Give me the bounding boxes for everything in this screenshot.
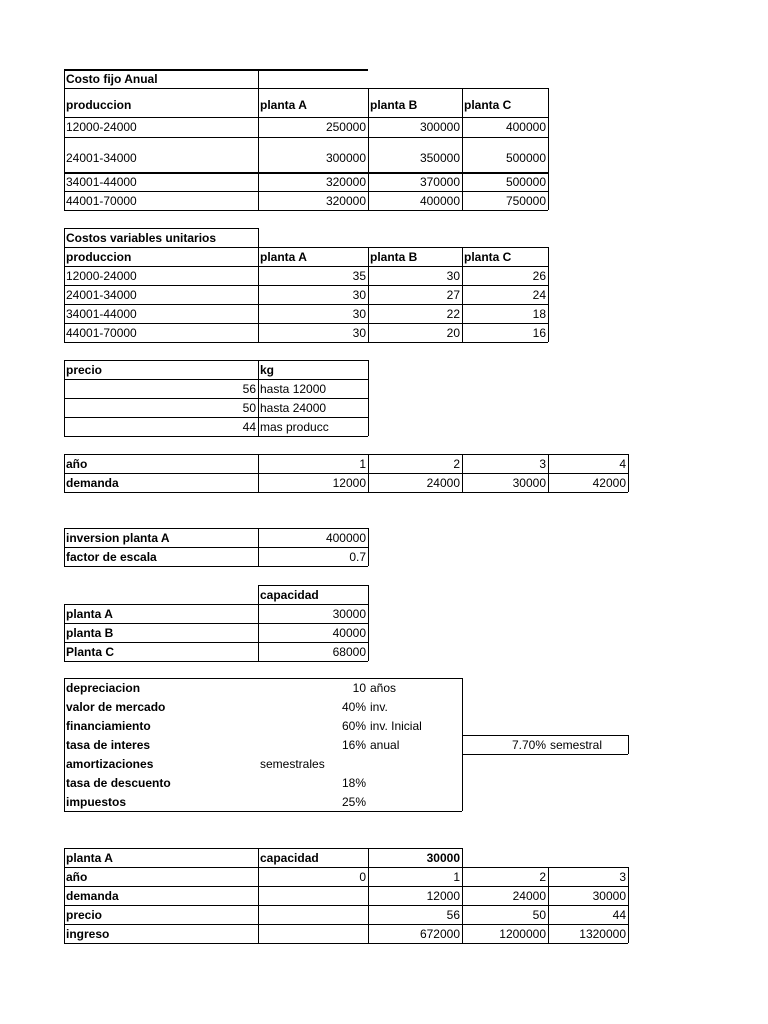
costo-fijo-cell[interactable]: 300000 [325, 151, 366, 165]
border [462, 735, 628, 736]
demanda-value[interactable]: 12000 [332, 476, 366, 490]
demanda-year[interactable]: 1 [359, 457, 366, 471]
border [64, 398, 368, 399]
costos-variables-cell[interactable]: 30 [446, 269, 460, 283]
precio-cell[interactable]: 50 [242, 401, 256, 415]
border [64, 304, 548, 305]
planta-a-cell[interactable]: 24000 [512, 889, 546, 903]
border [64, 117, 548, 118]
border [462, 454, 463, 492]
border [64, 604, 65, 661]
border [64, 867, 628, 868]
border [628, 735, 629, 754]
tasa-descuento-label[interactable]: tasa de descuento [66, 776, 171, 790]
planta-a-title[interactable]: planta A [66, 851, 113, 865]
border [548, 247, 549, 342]
valor-mercado-value[interactable]: 40% [341, 700, 366, 714]
border [64, 342, 548, 343]
border [258, 360, 259, 436]
demanda-year[interactable]: 4 [619, 457, 626, 471]
border [64, 886, 628, 887]
costos-variables-cell[interactable]: 16 [532, 326, 546, 340]
capacidad-label[interactable]: Planta C [66, 645, 115, 659]
border [64, 924, 628, 925]
planta-a-capacidad-value[interactable]: 30000 [426, 851, 460, 865]
planta-a-cell[interactable]: 0 [359, 870, 366, 884]
planta-a-capacidad-label[interactable]: capacidad [260, 851, 319, 865]
planta-a-row-label[interactable]: ingreso [66, 927, 110, 941]
border [64, 69, 65, 210]
precio-header[interactable]: precio [66, 363, 103, 377]
demanda-value[interactable]: 30000 [512, 476, 546, 490]
costo-fijo-cell[interactable]: 750000 [505, 194, 546, 208]
amortizaciones-label[interactable]: amortizaciones [66, 757, 154, 771]
costos-variables-cell[interactable]: 24 [532, 288, 546, 302]
planta-a-cell[interactable]: 44 [612, 908, 626, 922]
depreciacion-label[interactable]: depreciacion [66, 681, 141, 695]
border [548, 867, 549, 943]
border [64, 228, 258, 229]
border [64, 323, 548, 324]
planta-a-cell[interactable]: 2 [539, 870, 546, 884]
costos-variables-cell[interactable]: 27 [446, 288, 460, 302]
border [462, 678, 463, 811]
border [64, 454, 65, 492]
border [64, 642, 368, 643]
border [368, 454, 369, 492]
precio-cell[interactable]: 56 [242, 382, 256, 396]
border [64, 547, 368, 548]
costo-fijo-cell[interactable]: 320000 [325, 175, 366, 189]
border [64, 210, 548, 211]
border [628, 454, 629, 492]
border [368, 528, 369, 566]
factor-escala-value[interactable]: 0.7 [349, 550, 366, 564]
financiamiento-unit[interactable]: inv. Inicial [370, 719, 422, 733]
border [64, 661, 368, 662]
costo-fijo-cell[interactable]: 300000 [419, 120, 460, 134]
valor-mercado-label[interactable]: valor de mercado [66, 700, 166, 714]
planta-a-cell[interactable]: 12000 [426, 889, 460, 903]
border [64, 566, 368, 567]
demanda-year[interactable]: 3 [539, 457, 546, 471]
border [64, 678, 65, 811]
border [462, 247, 463, 342]
inversion-value[interactable]: 400000 [325, 531, 366, 545]
border [64, 247, 548, 248]
impuestos-value[interactable]: 25% [341, 795, 366, 809]
capacidad-value[interactable]: 30000 [332, 607, 366, 621]
financiamiento-label[interactable]: financiamiento [66, 719, 151, 733]
costos-variables-cell[interactable]: 44001-70000 [66, 326, 137, 340]
border [64, 436, 368, 437]
border [258, 848, 259, 943]
border [64, 528, 368, 529]
demanda-year[interactable]: 2 [453, 457, 460, 471]
border [548, 88, 549, 210]
planta-a-cell[interactable] [258, 906, 368, 925]
costo-fijo-cell[interactable]: 44001-70000 [66, 194, 137, 208]
capacidad-label[interactable]: planta A [66, 607, 113, 621]
border [64, 528, 65, 566]
planta-a-row-label[interactable]: año [66, 870, 88, 884]
border [64, 360, 368, 361]
planta-a-cell[interactable]: 3 [619, 870, 626, 884]
kg-header[interactable]: kg [260, 363, 275, 377]
depreciacion-unit[interactable]: años [370, 681, 397, 695]
border [462, 88, 463, 210]
kg-cell[interactable]: hasta 24000 [260, 401, 327, 415]
tasa-semestral-value[interactable]: 7.70% [511, 738, 546, 752]
border [64, 69, 368, 71]
border [64, 943, 628, 944]
costo-fijo-cell[interactable]: 400000 [505, 120, 546, 134]
costo-fijo-title[interactable]: Costo fijo Anual [66, 72, 158, 86]
costos-variables-cell[interactable]: 35 [352, 269, 366, 283]
border [64, 678, 462, 679]
costos-variables-cell[interactable]: 30 [352, 288, 366, 302]
border [368, 848, 369, 943]
costos-variables-title[interactable]: Costos variables unitarios [66, 231, 217, 245]
planta-a-cell[interactable] [258, 925, 368, 944]
costo-fijo-cell[interactable]: 12000-24000 [66, 120, 137, 134]
border [64, 454, 628, 455]
planta-a-cell[interactable]: 672000 [419, 927, 460, 941]
valor-mercado-unit[interactable]: inv. [370, 700, 388, 714]
planta-a-cell[interactable]: 56 [446, 908, 460, 922]
border [64, 88, 548, 89]
border [64, 848, 462, 849]
border [258, 454, 259, 492]
capacidad-label[interactable]: planta B [66, 626, 114, 640]
costos-variables-cell[interactable]: 30 [352, 307, 366, 321]
border [64, 266, 548, 267]
border [64, 811, 462, 812]
border [64, 492, 628, 493]
border [462, 848, 463, 943]
planta-a-cell[interactable]: 1200000 [499, 927, 546, 941]
border [64, 191, 548, 192]
border [258, 69, 259, 210]
costos-variables-header-produccion[interactable]: produccion [66, 250, 132, 264]
border [64, 417, 368, 418]
costo-fijo-header-produccion[interactable]: produccion [66, 98, 132, 112]
costo-fijo-cell[interactable]: 250000 [325, 120, 366, 134]
border [368, 88, 369, 210]
costo-fijo-header-planta-b[interactable]: planta B [370, 98, 418, 112]
border [368, 360, 369, 436]
border [548, 454, 549, 492]
planta-a-cell[interactable]: 1 [453, 870, 460, 884]
costo-fijo-cell[interactable]: 34001-44000 [66, 175, 137, 189]
border [64, 137, 548, 138]
planta-a-row-label[interactable]: precio [66, 908, 103, 922]
border [64, 285, 548, 286]
demanda-value[interactable]: 24000 [426, 476, 460, 490]
costos-variables-header-planta-c[interactable]: planta C [464, 250, 512, 264]
demanda-year-label[interactable]: año [66, 457, 88, 471]
costos-variables-cell[interactable]: 24001-34000 [66, 288, 137, 302]
costo-fijo-header-planta-a[interactable]: planta A [260, 98, 307, 112]
costos-variables-header-planta-a[interactable]: planta A [260, 250, 307, 264]
costos-variables-cell[interactable]: 12000-24000 [66, 269, 137, 283]
border [258, 585, 259, 661]
capacidad-value[interactable]: 68000 [332, 645, 366, 659]
costo-fijo-cell[interactable]: 350000 [419, 151, 460, 165]
costos-variables-cell[interactable]: 26 [532, 269, 546, 283]
planta-a-cell[interactable]: 50 [532, 908, 546, 922]
costo-fijo-header-planta-c[interactable]: planta C [464, 98, 512, 112]
border [64, 848, 65, 943]
border [462, 754, 628, 755]
costos-variables-cell[interactable]: 30 [352, 326, 366, 340]
demanda-value[interactable]: 42000 [592, 476, 626, 490]
capacidad-header[interactable]: capacidad [260, 588, 319, 602]
border [628, 867, 629, 943]
costos-variables-cell[interactable]: 18 [532, 307, 546, 321]
costos-variables-cell[interactable]: 20 [446, 326, 460, 340]
costo-fijo-cell[interactable]: 370000 [419, 175, 460, 189]
border [64, 905, 628, 906]
demanda-label[interactable]: demanda [66, 476, 119, 490]
costos-variables-header-planta-b[interactable]: planta B [370, 250, 418, 264]
border [64, 172, 548, 174]
costo-fijo-cell[interactable]: 24001-34000 [66, 151, 137, 165]
kg-cell[interactable]: mas producc [260, 420, 329, 434]
factor-escala-label[interactable]: factor de escala [66, 550, 157, 564]
costo-fijo-cell[interactable]: 320000 [325, 194, 366, 208]
border [368, 247, 369, 342]
costo-fijo-cell[interactable]: 500000 [505, 151, 546, 165]
planta-a-cell[interactable]: 1320000 [579, 927, 626, 941]
costo-fijo-cell[interactable]: 400000 [419, 194, 460, 208]
tasa-semestral-unit[interactable]: semestral [550, 738, 603, 752]
amortizaciones-value[interactable]: semestrales [260, 757, 325, 771]
tasa-descuento-value[interactable]: 18% [341, 776, 366, 790]
border [64, 473, 628, 474]
planta-a-cell[interactable]: 30000 [592, 889, 626, 903]
precio-cell[interactable]: 44 [242, 420, 256, 434]
impuestos-label[interactable]: impuestos [66, 795, 127, 809]
depreciacion-value[interactable]: 10 [352, 681, 366, 695]
border [258, 228, 259, 342]
inversion-label[interactable]: inversion planta A [66, 531, 170, 545]
costos-variables-cell[interactable]: 34001-44000 [66, 307, 137, 321]
tasa-interes-unit[interactable]: anual [370, 738, 400, 752]
border [64, 228, 65, 342]
border [258, 528, 259, 566]
planta-a-row-label[interactable]: demanda [66, 889, 119, 903]
tasa-interes-label[interactable]: tasa de interes [66, 738, 151, 752]
border [64, 379, 368, 380]
costos-variables-cell[interactable]: 22 [446, 307, 460, 321]
costo-fijo-cell[interactable]: 500000 [505, 175, 546, 189]
border [368, 585, 369, 661]
border [64, 604, 368, 605]
border [64, 360, 65, 436]
kg-cell[interactable]: hasta 12000 [260, 382, 327, 396]
border [258, 585, 368, 586]
tasa-interes-value[interactable]: 16% [341, 738, 366, 752]
border [64, 623, 368, 624]
financiamiento-value[interactable]: 60% [341, 719, 366, 733]
planta-a-cell[interactable] [258, 887, 368, 906]
capacidad-value[interactable]: 40000 [332, 626, 366, 640]
